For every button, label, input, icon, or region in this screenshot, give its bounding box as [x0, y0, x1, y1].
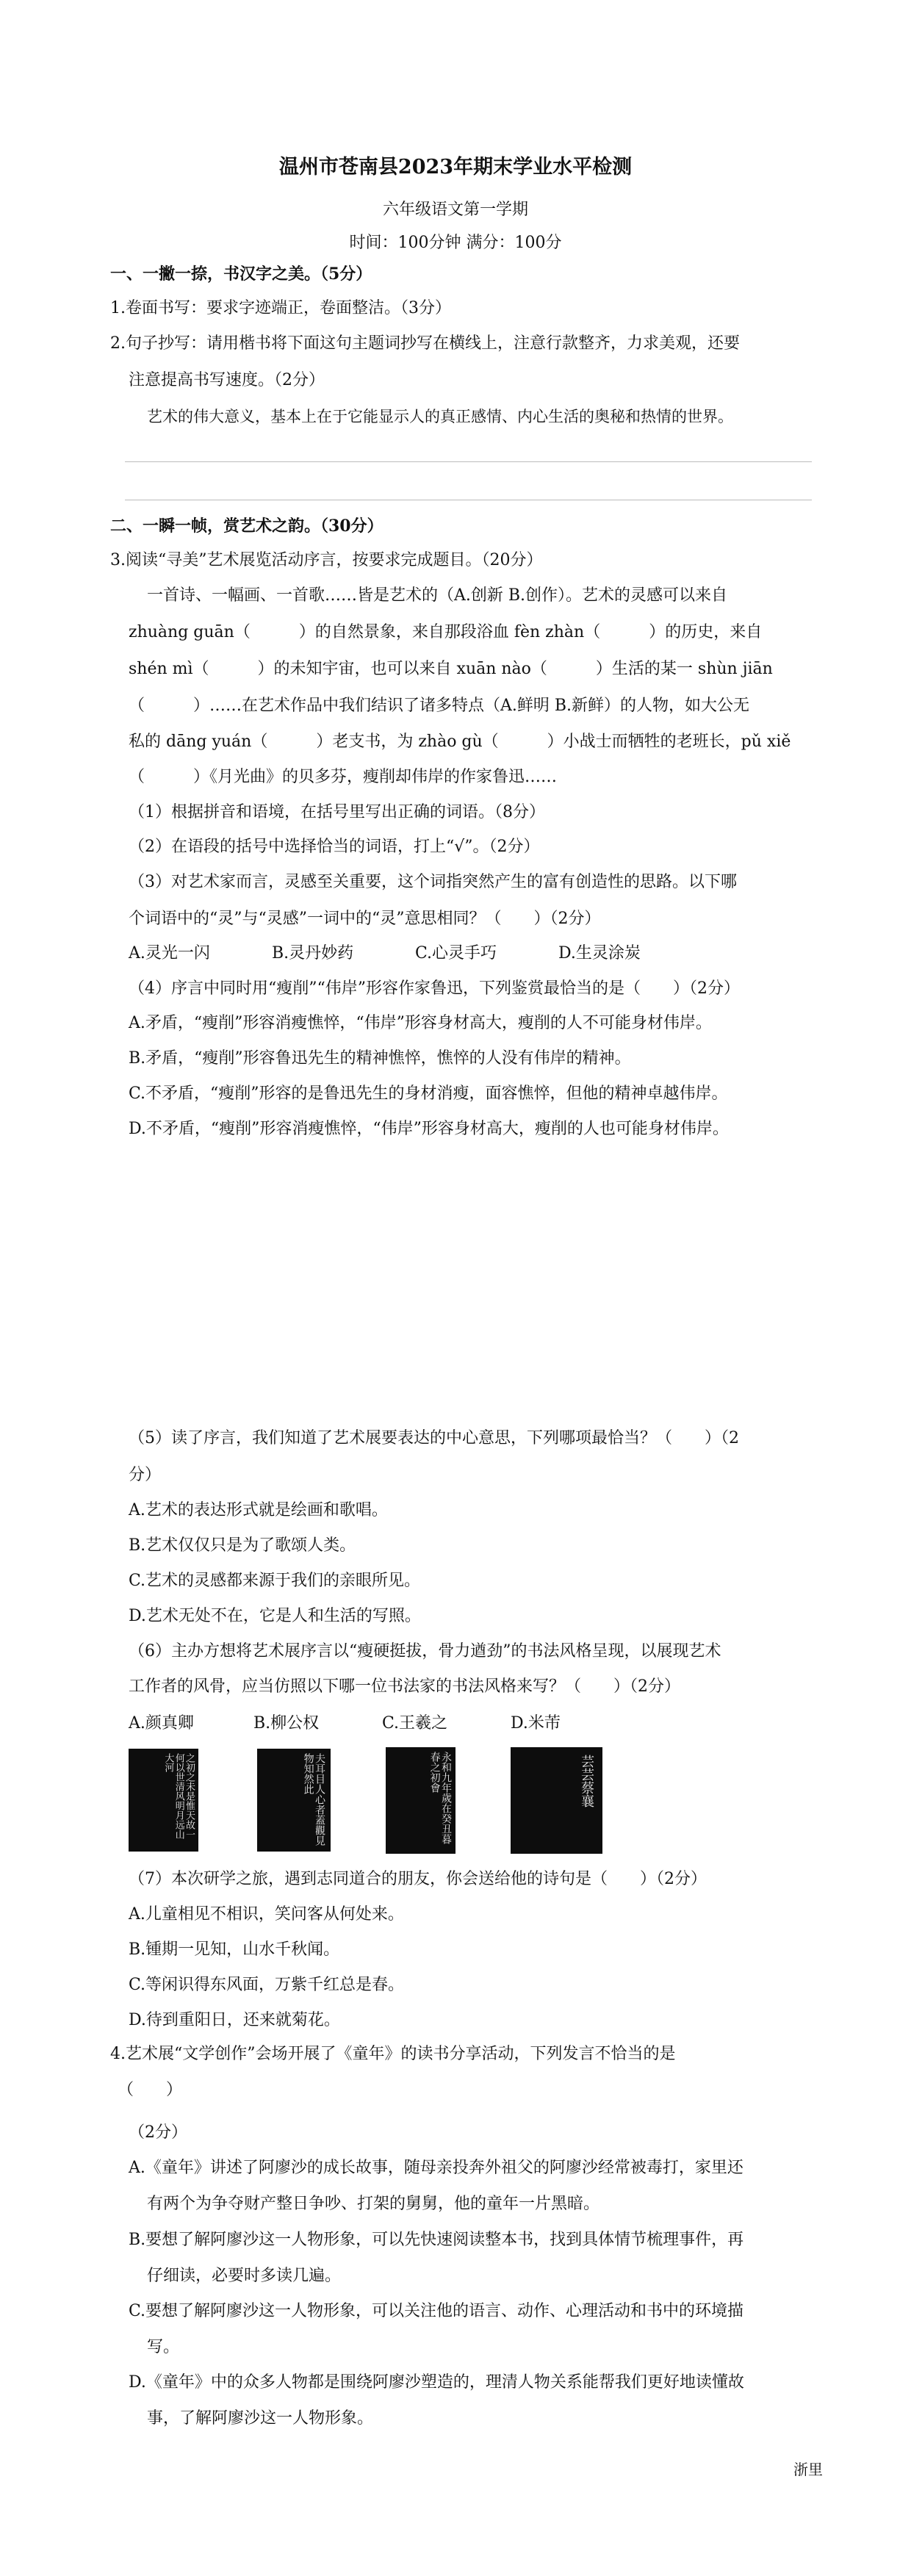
q3-intro: 3.阅读“寻美”艺术展览活动序言，按要求完成题目。（20分） [110, 551, 543, 569]
calligraphy-sample-image [257, 1749, 331, 1852]
option-item[interactable]: B.锺期一见知，山水千秋闻。 [129, 1940, 340, 1959]
option-item[interactable]: C.王羲之 [382, 1714, 448, 1733]
option-item[interactable]: B.柳公权 [253, 1714, 320, 1733]
option-item[interactable]: C.要想了解阿廖沙这一人物形象，可以关注他的语言、动作、心理活动和书中的环境描 [129, 2302, 744, 2320]
option-item[interactable]: A.儿童相见不相识，笑问客从何处来。 [129, 1905, 404, 1924]
option-item[interactable]: A.颜真卿 [129, 1714, 194, 1733]
passage-line: 私的 dāng yuán（ ）老支书，为 zhào gù（ ）小战士而牺牲的老班长，pǔ xiě [129, 733, 791, 751]
option-item[interactable]: D.《童年》中的众多人物都是围绕阿廖沙塑造的，理清人物关系能帮我们更好地读懂故 [129, 2373, 744, 2392]
passage-line: 一首诗、一幅画、一首歌……皆是艺术的（A.创新 B.创作）。艺术的灵感可以来自 [147, 586, 728, 605]
option-item-continued: 写。 [147, 2338, 180, 2356]
option-item[interactable]: A.灵光一闪 [129, 944, 210, 963]
writing-line-1[interactable] [125, 461, 812, 462]
sub-question-5-line2: 分） [129, 1466, 162, 1484]
calligraphy-text: 永和九年歲在癸丑暮春之初會 [428, 1752, 452, 1844]
calligraphy-sample-image [129, 1749, 198, 1852]
option-item[interactable]: A.艺术的表达形式就是绘画和歌唱。 [129, 1501, 388, 1519]
sub-question-4: （4）序言中同时用“瘦削”“伟岸”形容作家鲁迅，下列鉴赏最恰当的是（ ）（2分） [129, 979, 740, 998]
sub-question-5-line1: （5）读了序言，我们知道了艺术展要表达的中心意思，下列哪项最恰当？（ ）（2 [129, 1429, 739, 1447]
sub-question-1: （1）根据拼音和语境，在括号里写出正确的词语。（8分） [129, 803, 545, 821]
option-item-continued: 仔细读，必要时多读几遍。 [147, 2267, 342, 2285]
calligraphy-text: 之初之未是惟天故一何以世清风明月远山大河 [162, 1753, 195, 1839]
option-item[interactable]: D.米芾 [511, 1714, 561, 1733]
option-item[interactable]: C.等闲识得东风面，万紫千红总是春。 [129, 1976, 405, 1994]
option-item[interactable]: D.艺术无处不在，它是人和生活的写照。 [129, 1607, 421, 1625]
option-item[interactable]: B.灵丹妙药 [272, 944, 354, 963]
passage-line: （ ）……在艺术作品中我们结识了诸多特点（A.鲜明 B.新鲜）的人物，如大公无 [129, 697, 750, 715]
option-item[interactable]: D.不矛盾，“瘦削”形容消瘦憔悴，“伟岸”形容身材高大，瘦削的人也可能身材伟岸。 [129, 1120, 729, 1138]
calligraphy-sample-image [511, 1747, 602, 1854]
section2-heading: 二、一瞬一帧，赏艺术之韵。（30分） [110, 517, 384, 536]
option-item[interactable]: C.艺术的灵感都来源于我们的亲眼所见。 [129, 1572, 421, 1590]
option-item[interactable]: D.生灵涂炭 [558, 944, 641, 963]
option-item[interactable]: D.待到重阳日，还来就菊花。 [129, 2011, 340, 2029]
option-item-continued: 事，了解阿廖沙这一人物形象。 [147, 2409, 374, 2428]
exam-title: 温州市苍南县2023年期末学业水平检测 [278, 156, 633, 179]
option-item[interactable]: A.《童年》讲述了阿廖沙的成长故事，随母亲投奔外祖父的阿廖沙经常被毒打，家里还 [129, 2159, 743, 2177]
option-item[interactable]: B.艺术仅仅只是为了歌颂人类。 [129, 1536, 356, 1555]
q2-text-line1: 2.句子抄写：请用楷书将下面这句主题词抄写在横线上，注意行款整齐，力求美观，还要 [110, 334, 740, 353]
footer-watermark: 浙里 [793, 2461, 823, 2478]
passage-line: shén mì（ ）的未知宇宙，也可以来自 xuān nào（ ）生活的某一 shùn jiān [129, 660, 773, 678]
passage-line: （ ）《月光曲》的贝多芬，瘦削却伟岸的作家鲁迅…… [129, 768, 558, 786]
option-item[interactable]: C.不矛盾，“瘦削”形容的是鲁迅先生的身材消瘦，面容憔悴，但他的精神卓越伟岸。 [129, 1084, 728, 1103]
option-item-continued: 有两个为争夺财产整日争吵、打架的舅舅，他的童年一片黑暗。 [147, 2195, 600, 2213]
q4-text-line1: 4.艺术展“文学创作”会场开展了《童年》的读书分享活动，下列发言不恰当的是 [110, 2045, 676, 2063]
option-item[interactable]: B.矛盾，“瘦削”形容鲁迅先生的精神憔悴，憔悴的人没有伟岸的精神。 [129, 1049, 631, 1068]
passage-line: zhuàng guān（ ）的自然景象，来自那段浴血 fèn zhàn（ ）的历史，来自 [129, 623, 763, 641]
q1-text: 1.卷面书写：要求字迹端正，卷面整洁。（3分） [110, 299, 451, 317]
sub-question-6-line2: 工作者的风骨，应当仿照以下哪一位书法家的书法风格来写？（ ）（2分） [129, 1677, 680, 1696]
section1-heading: 一、一撇一捺，书汉字之美。（5分） [110, 265, 372, 284]
sub-question-7: （7）本次研学之旅，遇到志同道合的朋友，你会送给他的诗句是（ ）（2分） [129, 1870, 707, 1888]
calligraphy-sample-image [386, 1747, 455, 1854]
option-item[interactable]: C.心灵手巧 [415, 944, 497, 963]
exam-subtitle: 六年级语文第一学期 [382, 201, 528, 219]
sub-question-2: （2）在语段的括号中选择恰当的词语，打上“√”。（2分） [129, 838, 540, 856]
option-item[interactable]: A.矛盾，“瘦削”形容消瘦憔悴，“伟岸”形容身材高大，瘦削的人不可能身材伟岸。 [129, 1014, 712, 1032]
sub-question-6-line1: （6）主办方想将艺术展序言以“瘦硬挺拔，骨力遒劲”的书法风格呈现，以展现艺术 [129, 1642, 721, 1661]
calligraphy-text: 夫耳目人心者蓋觀見物知然此 [302, 1753, 325, 1846]
exam-time-info: 时间：100分钟 满分：100分 [349, 234, 562, 252]
q4-text-line2: （ ） [118, 2081, 183, 2099]
q2-text-line2: 注意提高书写速度。（2分） [129, 371, 325, 389]
q2-quote: 艺术的伟大意义，基本上在于它能显示人的真正感情、内心生活的奥秘和热情的世界。 [147, 408, 733, 425]
calligraphy-text: 芸芸蔡襄 [579, 1755, 594, 1807]
sub-question-3-line2: 个词语中的“灵”与“灵感”一词中的“灵”意思相同？（ ）（2分） [129, 910, 601, 928]
q4-text-line3: （2分） [129, 2123, 187, 2142]
sub-question-3-line1: （3）对艺术家而言，灵感至关重要，这个词指突然产生的富有创造性的思路。以下哪 [129, 873, 737, 891]
option-item[interactable]: B.要想了解阿廖沙这一人物形象，可以先快速阅读整本书，找到具体情节梳理事件，再 [129, 2231, 744, 2249]
